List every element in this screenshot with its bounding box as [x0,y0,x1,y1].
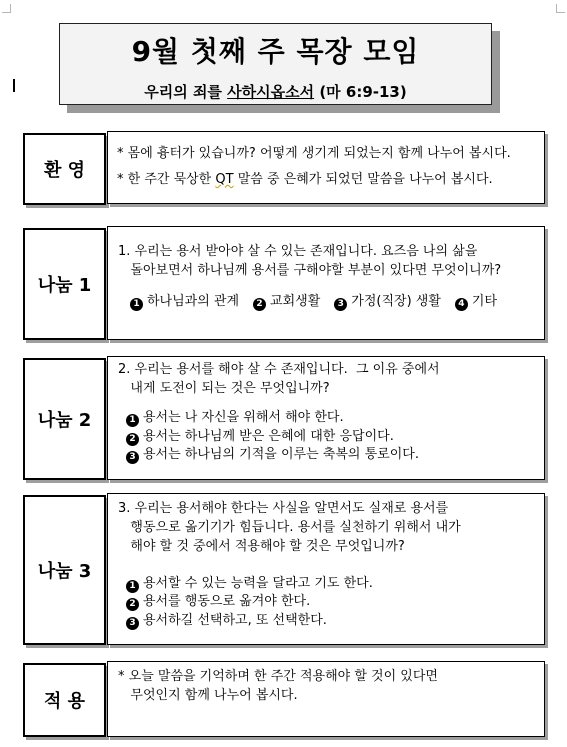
number-3-icon: 3 [126,617,139,630]
page-corner-mark-right [556,4,565,13]
subtitle-reference: (마 6:9-13) [314,83,407,101]
share3-item-1 [126,575,544,594]
share3-item-2 [126,593,544,612]
option-3 [334,293,441,312]
share1-label: 나눔 1 [23,228,106,340]
welcome-line-2 [117,171,544,190]
share2-item-1-text: 용서는 나 자신을 위해서 해야 한다. [143,409,344,425]
option-4 [455,293,497,312]
apply-line-2: 무엇인지 함께 나누어 봅시다. [118,687,298,703]
option-2-text: 교회생활 [270,293,321,309]
share2-item-2 [126,428,544,447]
number-2-icon: 2 [126,433,139,446]
welcome-line-2a: * 한 주간 묵상한 [117,171,216,187]
subtitle-underlined: 사하시옵소서 [227,83,315,101]
share3-label: 나눔 3 [23,495,106,645]
apply-content [107,661,545,737]
welcome-line-1: * 몸에 흉터가 있습니까? 어떻게 생기게 되었는지 함께 나누어 봅시다. [117,146,511,161]
share2-item-1 [126,409,544,428]
option-1 [130,293,239,312]
welcome-label: 환 영 [23,133,106,205]
share3-item-3-text: 용서하길 선택하고, 또 선택한다. [143,613,327,629]
subtitle-text: 우리의 죄를 [144,83,228,101]
share3-item-3 [126,612,544,631]
number-1-icon: 1 [130,298,143,311]
number-3-icon: 3 [334,298,347,311]
welcome-content [107,131,545,204]
number-2-icon: 2 [253,298,266,311]
apply-line-1: * 오늘 말씀을 기억하며 한 주간 적용해야 할 것이 있다면 [118,669,438,684]
apply-label: 적 용 [23,663,106,737]
share2-line-2: 내게 도전이 되는 것은 무엇입니까? [118,380,330,396]
number-1-icon: 1 [126,580,139,593]
share3-item-1-text: 용서할 수 있는 능력을 달라고 기도 한다. [143,575,373,591]
share1-line-1: 1. 우리는 용서 받아야 살 수 있는 존재입니다. 요즈음 나의 삶을 [118,244,478,259]
share2-content [107,356,545,480]
qt-word: QT [215,171,234,187]
number-4-icon: 4 [455,298,468,311]
option-2 [253,293,320,312]
share2-list [118,409,544,466]
page-title: 9월 첫째 주 목장 모임 [131,35,420,68]
number-2-icon: 2 [126,598,139,611]
share2-label: 나눔 2 [23,358,106,480]
number-3-icon: 3 [126,451,139,464]
title-box [59,23,492,105]
share3-list [118,575,544,632]
share1-line-2: 돌아보면서 하나님께 용서를 구해야할 부분이 있다면 무엇이니까? [118,262,502,278]
welcome-line-2b: 말씀 중 은혜가 되었던 말씀을 나누어 봅시다. [233,171,493,187]
share3-content [107,493,545,645]
share3-line-2: 행동으로 옮기기가 힘듭니다. 용서를 실천하기 위해서 내가 [118,519,461,535]
share2-item-3-text: 용서는 하나님의 기적을 이루는 축복의 통로이다. [143,447,419,463]
share2-item-3 [126,446,544,465]
option-3-text: 가정(직장) 생활 [351,293,441,309]
share1-content [107,226,545,340]
share2-item-2-text: 용서는 하나님께 받은 은혜에 대한 응답이다. [143,428,394,444]
share3-line-3: 해야 할 것 중에서 적용해야 할 것은 무엇입니까? [118,538,405,554]
number-1-icon: 1 [126,414,139,427]
page-corner-mark-left [2,4,11,13]
share1-options [118,293,544,312]
option-4-text: 기타 [471,293,498,309]
text-cursor [13,79,15,92]
share3-item-2-text: 용서를 행동으로 옮겨야 한다. [143,594,311,610]
page-subtitle [60,81,491,102]
share2-line-1: 2. 우리는 용서를 해야 살 수 존재입니다. 그 이유 중에서 [118,362,440,377]
option-1-text: 하나님과의 관계 [147,293,240,309]
share3-line-1: 3. 우리는 용서해야 한다는 사실을 알면서도 실재로 용서를 [118,501,449,516]
